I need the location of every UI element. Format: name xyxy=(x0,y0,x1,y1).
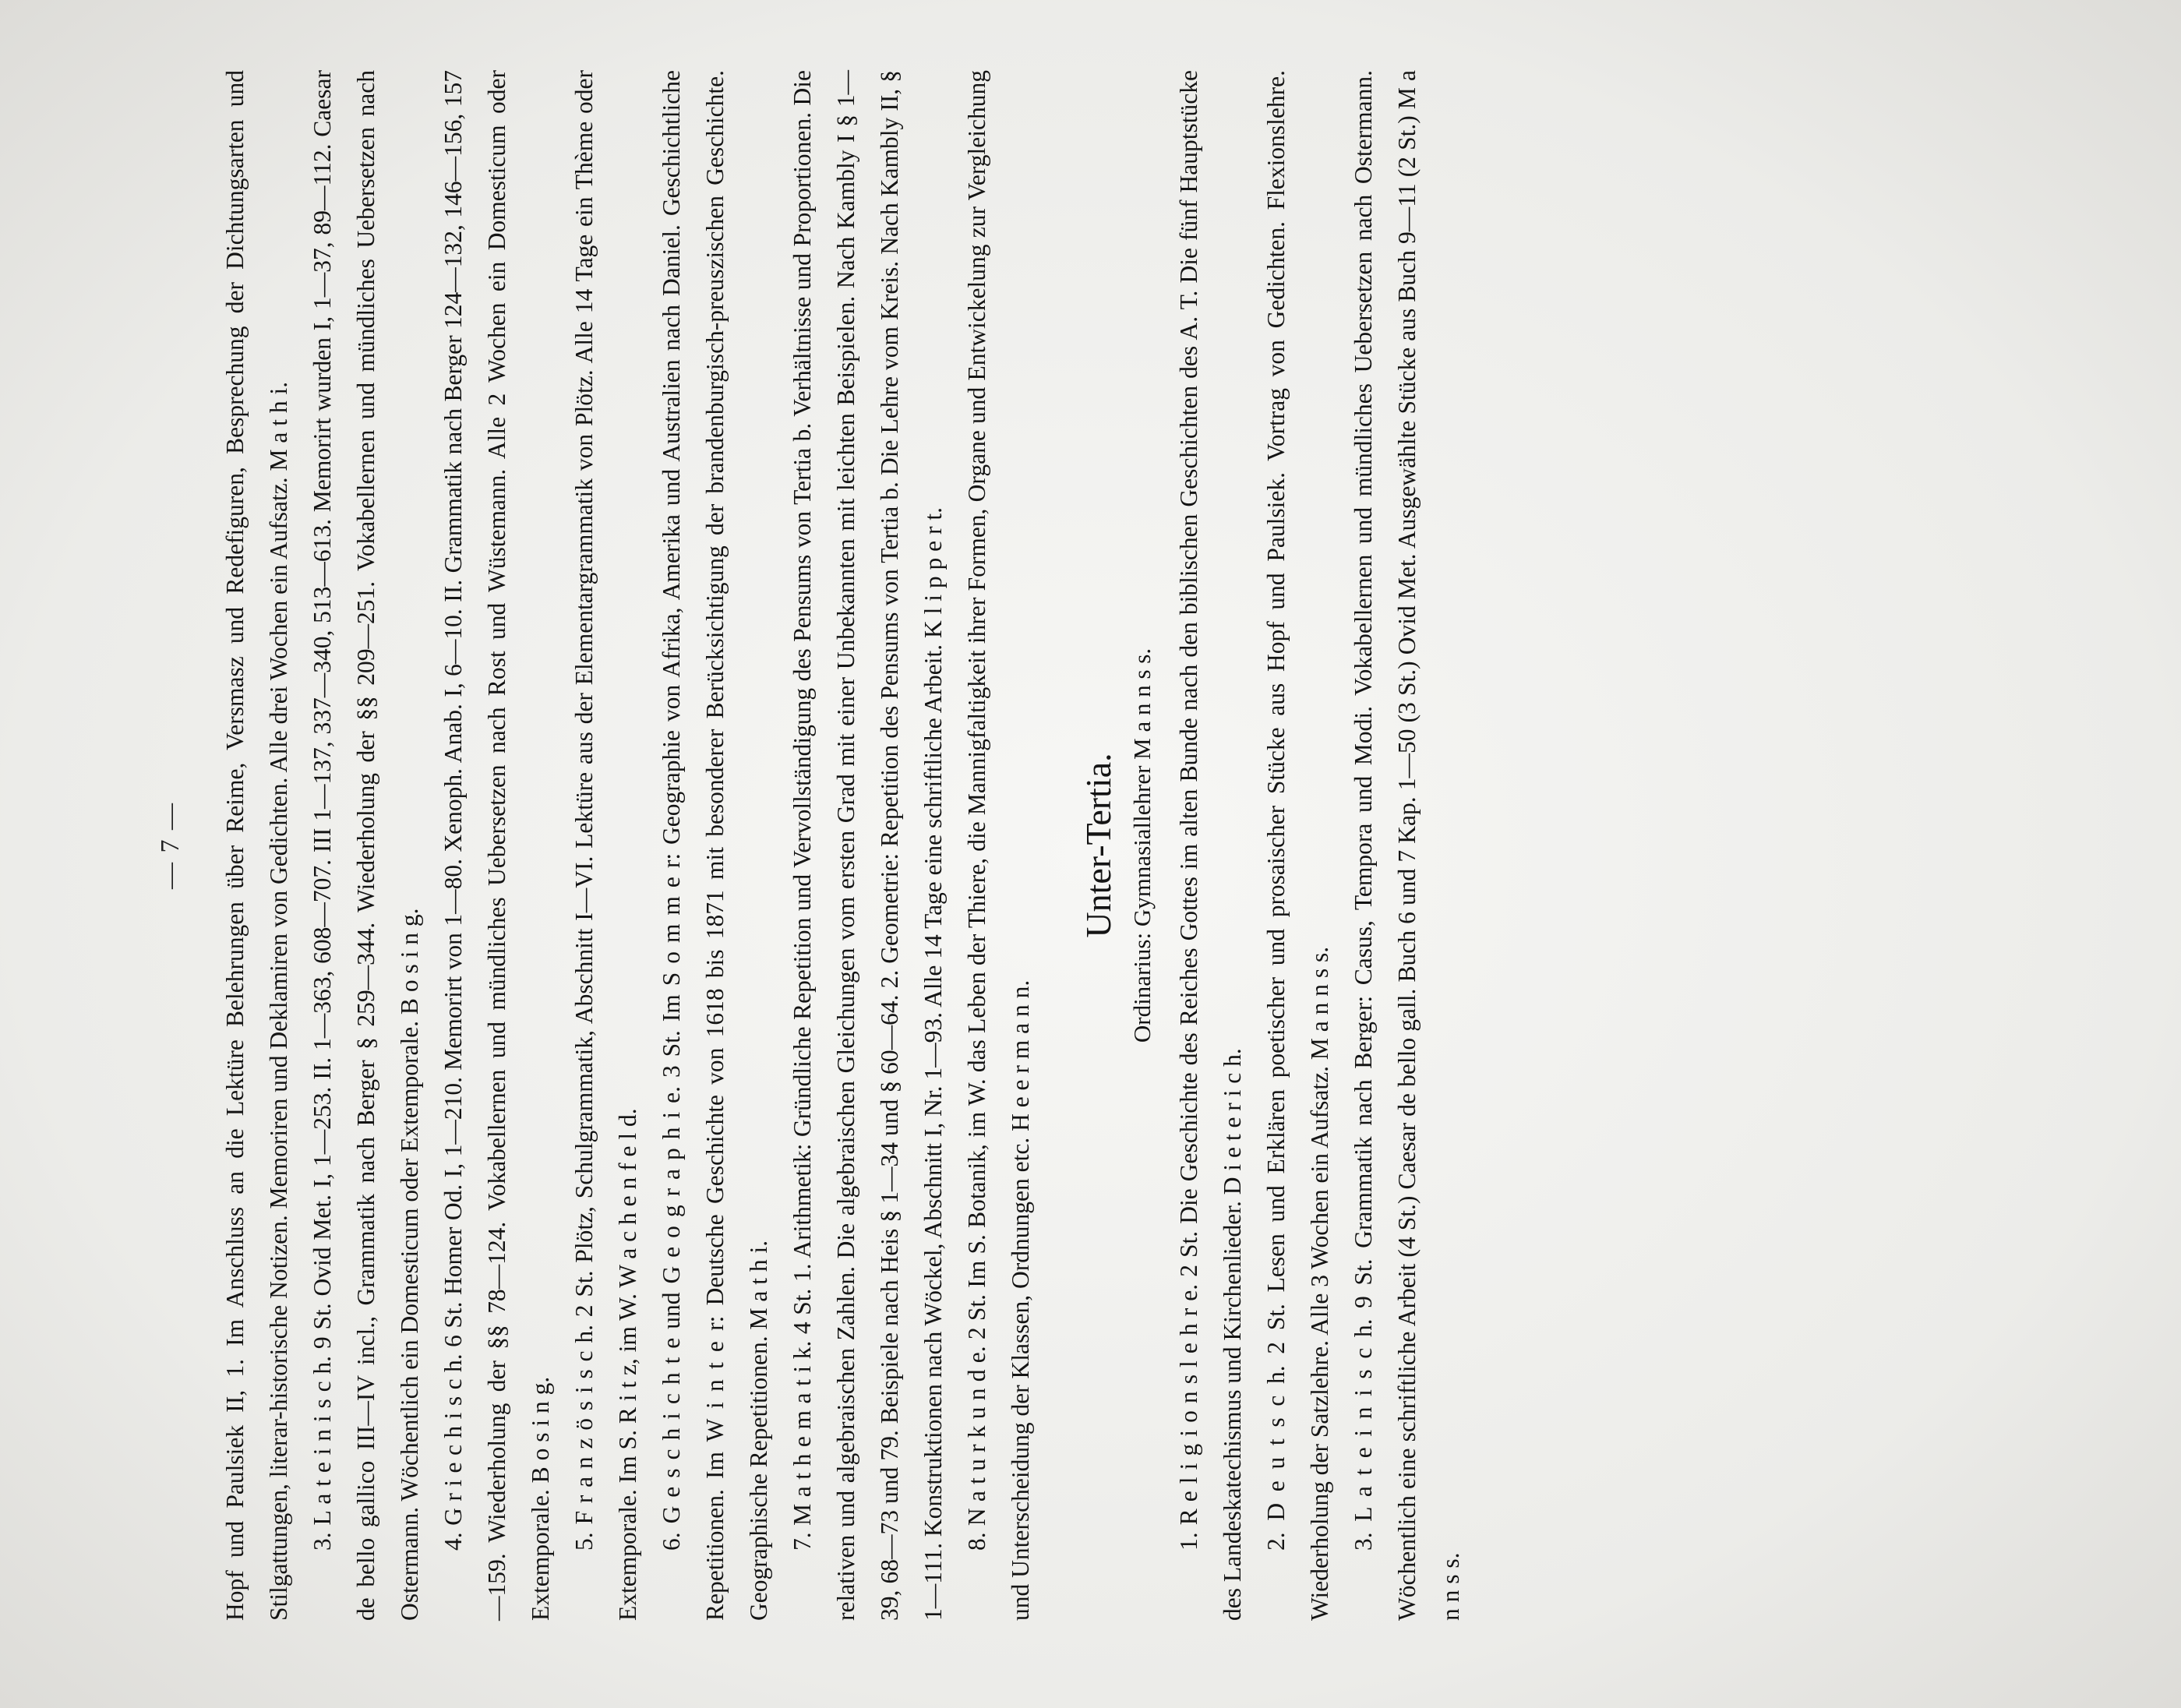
paragraph-geschichte-geographie: 6. G e s c h i c h t e und G e o g r a p h i e. 3 St. Im S o m m e r: Geographie von Afrika, Amerika und Australien nach Daniel. Geschichtliche Repetitionen. Im W i n t e r: Deutsche Geschichte von 1618 bis 1871 mit besonderer Berücksichtigung der brandenburgisch-preuszischen Geschichte. Geographische Repetitionen. M a t h i. xyxy=(658,70,772,1621)
paragraph-naturkunde: 8. N a t u r k u n d e. 2 St. Im S. Botanik, im W. das Leben der Thiere, die Mannigfaltigkeit ihrer Formen, Organe und Entwickelung zur Vergleichung und Unterscheidung der Klassen, Ordnungen etc. H e e r m a n n. xyxy=(963,70,1034,1621)
paragraph-griechisch: 4. G r i e c h i s c h. 6 St. Homer Od. I, 1—210. Memorirt von 1—80. Xenoph. Anab. I, 6—10. II. Grammatik nach Berger 124—132, 146—156, 157—159. Wiederholung der §§ 78—124. Vokabellernen und mündliches Uebersetzen nach Rost und Wüstemann. Alle 2 Wochen ein Domesticum oder Extemporale. B o s i n g. xyxy=(439,70,554,1621)
paragraph-religionslehre: 1. R e l i g i o n s l e h r e. 2 St. Die Geschichte des Reiches Gottes im alten Bunde nach den biblischen Geschichten des A. T. Die fünf Hauptstücke des Landeskatechismus und Kirchenlieder. D i e t e r i c h. xyxy=(1175,70,1246,1621)
rotated-text-block xyxy=(156,70,1527,1621)
paragraph-lateinisch: 3. L a t e i n i s c h. 9 St. Ovid Met. I, 1—253. II. 1—363, 608—707. III 1—137, 337—340, 513—613. Memorirt wurden I, 1—37, 89—112. Caesar de bello gallico III—IV incl., Grammatik nach Berger § 259—344. Wiederholung der §§ 209—251. Vokabellernen und mündliches Uebersetzen nach Ostermann. Wöchentlich ein Domesticum oder Extemporale. B o s i n g. xyxy=(309,70,423,1621)
paragraph-deutsch-continued: Hopf und Paulsiek II, 1. Im Anschluss an die Lektüre Belehrungen über Reime, Versmasz und Redefiguren, Besprechung der Dichtungsarten und Stilgattungen, literar-historische Notizen. Memoriren und Deklamiren von Gedichten. Alle drei Wochen ein Aufsatz. M a t h i. xyxy=(221,70,292,1621)
page-number: — 7 — xyxy=(156,802,185,889)
paragraph-lateinisch-unter-tertia: 3. L a t e i n i s c h. 9 St. Grammatik nach Berger: Casus, Tempora und Modi. Vokabellernen und mündliches Uebersetzen nach Ostermann. Wöchentlich eine schriftliche Arbeit (4 St.) Caesar de bello gall. Buch 6 und 7 Kap. 1—50 (3 St.) Ovid Met. Ausgewählte Stücke aus Buch 9—11 (2 St.) M a n n s s. xyxy=(1350,70,1464,1621)
paragraph-deutsch: 2. D e u t s c h. 2 St. Lesen und Erklären poetischer und prosaischer Stücke aus Hopf und Paulsiek. Vortrag von Gedichten. Flexionslehre. Wiederholung der Satzlehre. Alle 3 Wochen ein Aufsatz. M a n n s s. xyxy=(1262,70,1333,1621)
section-title: Unter-Tertia. xyxy=(1078,753,1118,938)
section-subtitle: Ordinarius: Gymnasiallehrer M a n n s s. xyxy=(1128,648,1156,1043)
paragraph-franzoesisch: 5. F r a n z ö s i s c h. 2 St. Plötz, Schulgrammatik, Abschnitt I—VI. Lektüre aus der Elementargrammatik von Plötz. Alle 14 Tage ein Thème oder Extemporale. Im S. R i t z, im W. W a c h e n f e l d. xyxy=(570,70,641,1621)
paragraph-mathematik: 7. M a t h e m a t i k. 4 St. 1. Arithmetik: Gründliche Repetition und Vervollständigung des Pensums von Tertia b. Verhältnisse und Proportionen. Die relativen und algebraischen Zahlen. Die algebraischen Gleichungen vom ersten Grad mit einer Unbekannten mit leichten Beispielen. Nach Kambly I § 1—39, 68—73 und 79. Beispiele nach Heis § 1—34 und § 60—64. 2. Geometrie: Repetition des Pensums von Tertia b. Die Lehre vom Kreis. Nach Kambly II, § 1—111. Konstruktionen nach Wöckel, Abschnitt I, Nr. 1—93. Alle 14 Tage eine schriftliche Arbeit. K l i p p e r t. xyxy=(789,70,947,1621)
